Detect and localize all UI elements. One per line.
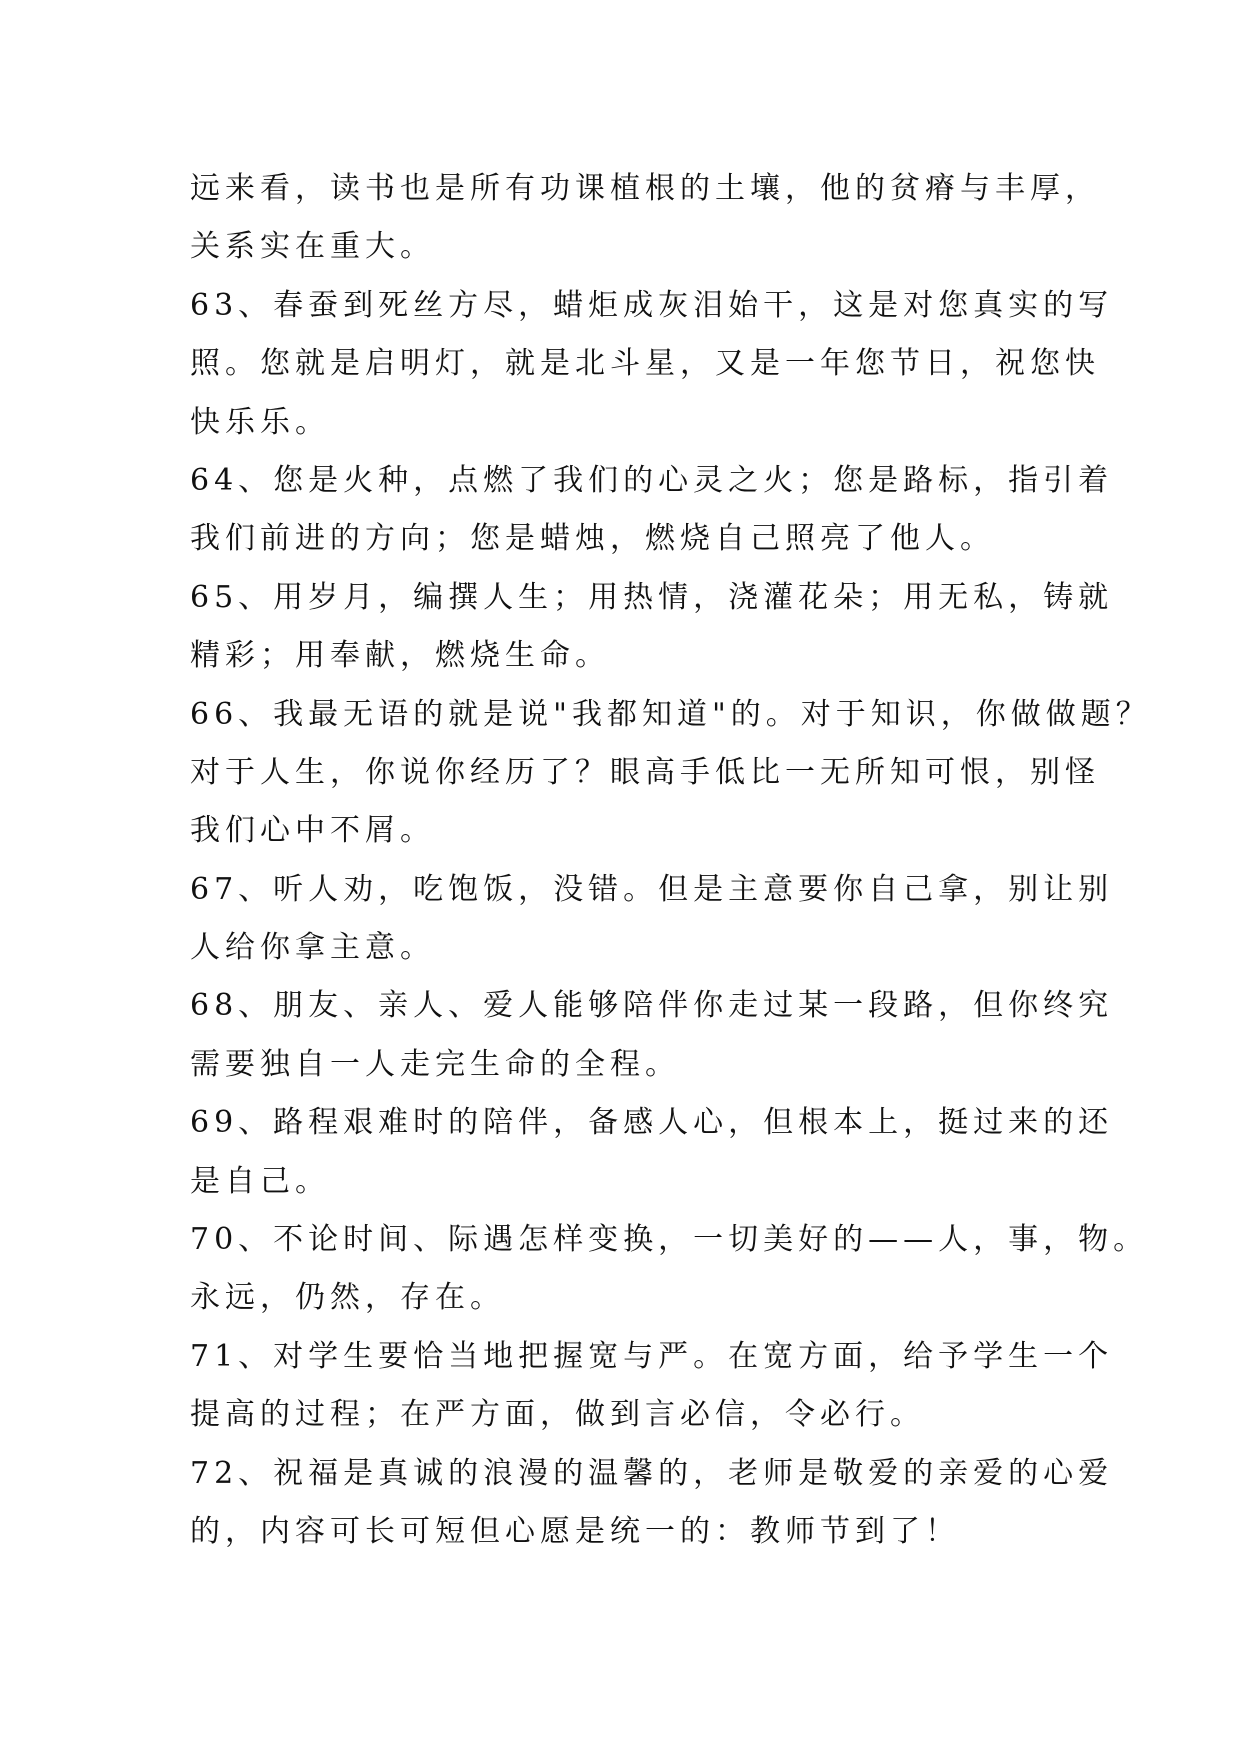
text-line: 65、用岁月，编撰人生；用热情，浇灌花朵；用无私，铸就 — [190, 579, 1114, 615]
text-line: 64、您是火种，点燃了我们的心灵之火；您是路标，指引着 — [190, 462, 1114, 498]
text-line: 快乐乐。 — [190, 404, 330, 440]
text-line: 永远，仍然，存在。 — [190, 1280, 505, 1316]
text-line: 63、春蚕到死丝方尽，蜡炬成灰泪始干，这是对您真实的写 — [190, 287, 1114, 323]
text-line: 66、我最无语的就是说"我都知道"的。对于知识，你做做题？ — [190, 696, 1151, 732]
text-line: 72、祝福是真诚的浪漫的温馨的，老师是敬爱的亲爱的心爱 — [190, 1455, 1114, 1491]
text-line: 71、对学生要恰当地把握宽与严。在宽方面，给予学生一个 — [190, 1338, 1114, 1374]
text-line: 需要独自一人走完生命的全程。 — [190, 1046, 680, 1082]
text-line: 对于人生，你说你经历了？眼高手低比一无所知可恨，别怪 — [190, 754, 1100, 790]
text-line: 远来看，读书也是所有功课植根的土壤，他的贫瘠与丰厚， — [190, 171, 1100, 206]
text-line: 我们心中不屑。 — [190, 813, 435, 849]
text-line: 67、听人劝，吃饱饭，没错。但是主意要你自己拿，别让别 — [190, 871, 1114, 907]
text-line: 69、路程艰难时的陪伴，备感人心，但根本上，挺过来的还 — [190, 1105, 1114, 1141]
text-line: 我们前进的方向；您是蜡烛，燃烧自己照亮了他人。 — [190, 521, 995, 557]
text-line: 68、朋友、亲人、爱人能够陪伴你走过某一段路，但你终究 — [190, 988, 1114, 1024]
text-line: 照。您就是启明灯，就是北斗星，又是一年您节日，祝您快 — [190, 346, 1100, 382]
text-line: 关系实在重大。 — [190, 229, 435, 265]
text-line: 提高的过程；在严方面，做到言必信，令必行。 — [190, 1397, 925, 1433]
text-line: 是自己。 — [190, 1163, 330, 1199]
document-body — [190, 160, 1151, 1561]
text-line: 的，内容可长可短但心愿是统一的：教师节到了！ — [190, 1513, 960, 1549]
text-line: 人给你拿主意。 — [190, 930, 435, 966]
text-line: 精彩；用奉献，燃烧生命。 — [190, 638, 610, 674]
text-line: 70、不论时间、际遇怎样变换，一切美好的——人，事，物。 — [190, 1222, 1149, 1258]
